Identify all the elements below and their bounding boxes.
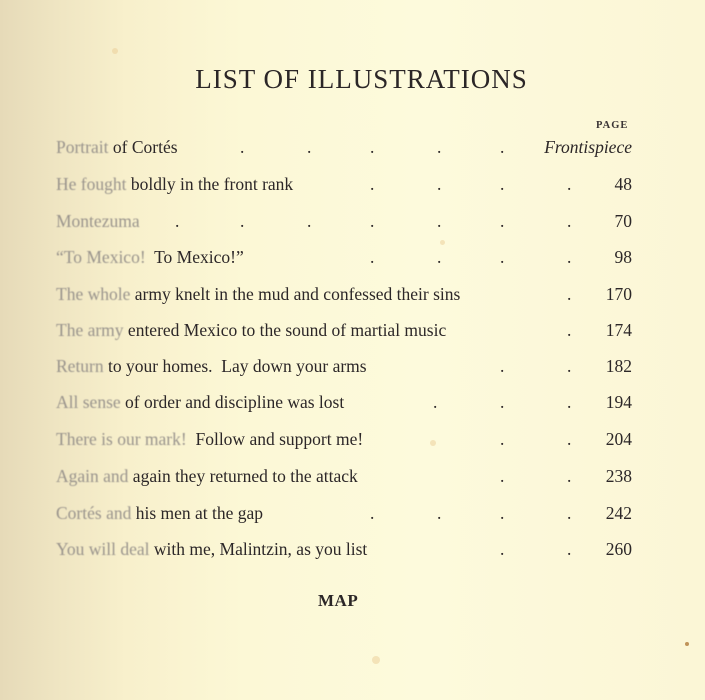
paper-stain (685, 642, 689, 646)
leader-dot: . (370, 503, 375, 523)
paper-stain (440, 240, 445, 245)
illustration-title (56, 320, 446, 341)
list-item (56, 392, 632, 416)
leader-dot: . (437, 174, 442, 194)
list-item (56, 503, 632, 527)
list-item (56, 356, 632, 380)
leader-dot: . (370, 211, 375, 231)
page-title: LIST OF ILLUSTRATIONS (195, 64, 528, 94)
leader-dot: . (240, 211, 245, 231)
leader-dot: . (500, 247, 505, 267)
illustration-title-rest: again they returned to the attack (128, 466, 358, 486)
illustration-title (56, 284, 460, 305)
illustration-title-rest: entered Mexico to the sound of martial music (123, 320, 447, 340)
illustration-title-rest: of order and discipline was lost (120, 392, 345, 412)
illustration-title-rest: boldly in the front rank (126, 174, 294, 194)
illustration-title-faded: All sense (56, 392, 121, 412)
illustration-title-faded: You will deal (56, 539, 150, 559)
illustration-title-faded: The army (56, 320, 124, 340)
page-number: 70 (614, 211, 632, 231)
page-number: 238 (605, 466, 632, 486)
illustration-title (56, 137, 178, 158)
illustration-title-faded: Cortés and (56, 503, 132, 523)
list-item (56, 247, 632, 271)
illustration-title-rest: Follow and support me! (186, 429, 364, 449)
leader-dot: . (307, 211, 312, 231)
leader-dot: . (500, 503, 505, 523)
list-item (56, 429, 632, 453)
list-item (56, 539, 632, 563)
page-number: Frontispiece (544, 137, 632, 157)
leader-dot: . (500, 174, 505, 194)
leader-dot: . (500, 466, 505, 486)
list-item (56, 211, 632, 235)
leader-dot: . (567, 284, 572, 304)
illustration-title (56, 356, 367, 377)
leader-dot: . (500, 539, 505, 559)
page-number: 170 (605, 284, 632, 304)
illustration-title (56, 429, 363, 450)
illustration-title-faded: He fought (56, 174, 127, 194)
page-number: 182 (605, 356, 632, 376)
leader-dot: . (567, 211, 572, 231)
leader-dot: . (437, 137, 442, 157)
leader-dot: . (307, 137, 312, 157)
leader-dot: . (567, 466, 572, 486)
illustration-title-rest: To Mexico!” (145, 247, 244, 267)
leader-dot: . (370, 137, 375, 157)
list-item (56, 284, 632, 308)
leader-dot: . (500, 137, 505, 157)
illustration-title-rest: with me, Malintzin, as you list (149, 539, 368, 559)
illustration-title-faded: Portrait (56, 137, 109, 157)
paper-stain (112, 48, 118, 54)
illustration-title-faded: Again and (56, 466, 129, 486)
illustration-title (56, 211, 140, 232)
leader-dot: . (370, 174, 375, 194)
map-section-heading: MAP (318, 591, 359, 610)
paper-stain (372, 656, 380, 664)
leader-dot: . (437, 503, 442, 523)
illustration-title-faded: “To Mexico! (56, 247, 146, 267)
leader-dot: . (433, 392, 438, 412)
illustration-title (56, 247, 244, 268)
leader-dot: . (567, 174, 572, 194)
illustration-title (56, 503, 263, 524)
list-item (56, 174, 632, 198)
leader-dot: . (500, 356, 505, 376)
illustration-title (56, 466, 358, 487)
list-item (56, 466, 632, 490)
leader-dot: . (500, 211, 505, 231)
illustration-title-rest: to your homes. Lay down your arms (103, 356, 367, 376)
illustration-title-faded: Return (56, 356, 104, 376)
leader-dot: . (437, 211, 442, 231)
leader-dot: . (567, 392, 572, 412)
page-number: 174 (605, 320, 632, 340)
illustration-title-rest: army knelt in the mud and confessed their sins (130, 284, 461, 304)
illustration-title-faded: There is our mark! (56, 429, 187, 449)
illustration-title-rest: his men at the gap (131, 503, 264, 523)
page-column-label: PAGE (596, 120, 629, 131)
page-number: 98 (614, 247, 632, 267)
leader-dot: . (567, 247, 572, 267)
leader-dot: . (370, 247, 375, 267)
page-number: 48 (614, 174, 632, 194)
leader-dot: . (500, 429, 505, 449)
page-number: 194 (605, 392, 632, 412)
leader-dot: . (175, 211, 180, 231)
leader-dot: . (567, 356, 572, 376)
leader-dot: . (567, 320, 572, 340)
leader-dot: . (567, 503, 572, 523)
illustration-title (56, 174, 293, 195)
list-item (56, 320, 632, 344)
page-number: 204 (605, 429, 632, 449)
leader-dot: . (567, 539, 572, 559)
illustration-title-faded: The whole (56, 284, 131, 304)
leader-dot: . (240, 137, 245, 157)
page-number: 242 (605, 503, 632, 523)
illustration-title (56, 539, 367, 560)
illustration-title-faded: Montezuma (56, 211, 140, 231)
leader-dot: . (437, 247, 442, 267)
illustration-title (56, 392, 344, 413)
leader-dot: . (500, 392, 505, 412)
illustration-title-rest: of Cortés (108, 137, 178, 157)
leader-dot: . (567, 429, 572, 449)
page-number: 260 (605, 539, 632, 559)
list-item (56, 137, 632, 161)
